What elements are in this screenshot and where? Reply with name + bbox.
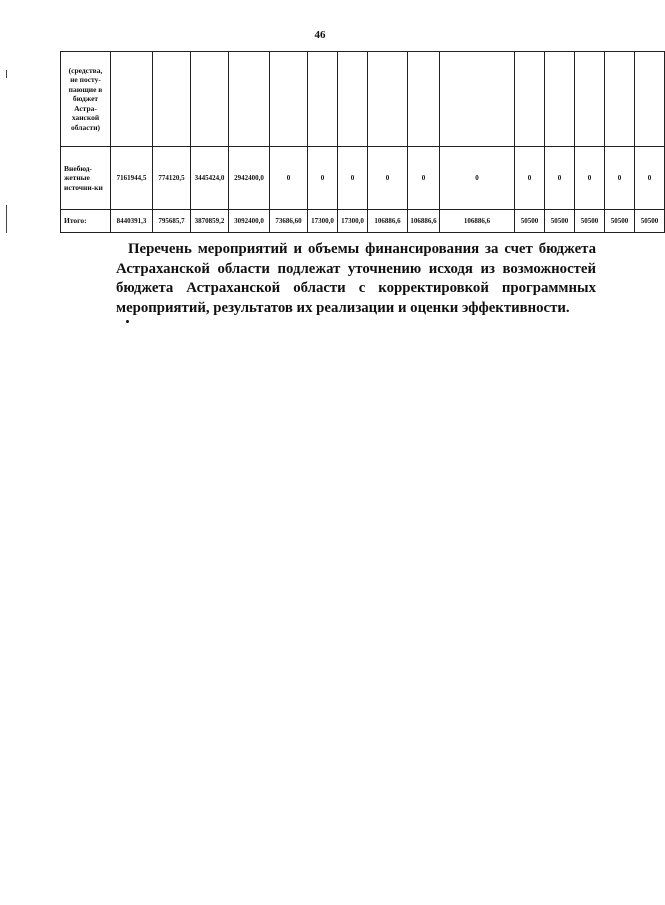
table-cell: 3092400,0 [229, 210, 270, 233]
stray-dot [126, 320, 129, 323]
table-row [61, 147, 665, 210]
margin-mark-top [6, 70, 7, 78]
row-label: (средства, не посту-пающие в бюджет Астра-ханской области) [61, 52, 111, 147]
table-cell: 795685,7 [153, 210, 191, 233]
table-cell: 7161944,5 [111, 147, 153, 210]
table-cell: 0 [605, 147, 635, 210]
table-cell: 0 [575, 147, 605, 210]
table-cell [153, 52, 191, 147]
table-cell: 50500 [575, 210, 605, 233]
table-cell: 17300,0 [338, 210, 368, 233]
table-cell: 3445424,0 [191, 147, 229, 210]
table-cell [191, 52, 229, 147]
table-cell: 0 [338, 147, 368, 210]
table-cell [408, 52, 440, 147]
table-cell: 73686,60 [270, 210, 308, 233]
table-cell: 0 [635, 147, 665, 210]
financing-table-wrapper [60, 51, 659, 226]
table-cell [515, 52, 545, 147]
table-cell: 106886,6 [440, 210, 515, 233]
table-cell [635, 52, 665, 147]
table-cell: 0 [308, 147, 338, 210]
table-cell [575, 52, 605, 147]
table-cell [338, 52, 368, 147]
table-cell: 774120,5 [153, 147, 191, 210]
table-cell [229, 52, 270, 147]
table-cell: 0 [545, 147, 575, 210]
table-cell [111, 52, 153, 147]
table-cell: 0 [515, 147, 545, 210]
row-label: Итого: [61, 210, 111, 233]
table-cell [605, 52, 635, 147]
margin-mark-bottom [6, 205, 7, 233]
table-cell [440, 52, 515, 147]
table-cell: 17300,0 [308, 210, 338, 233]
table-cell: 50500 [605, 210, 635, 233]
table-row [61, 210, 665, 233]
table-row [61, 52, 665, 147]
table-cell: 3870859,2 [191, 210, 229, 233]
table-cell [368, 52, 408, 147]
table-cell: 0 [408, 147, 440, 210]
table-cell [545, 52, 575, 147]
table-cell: 8440391,3 [111, 210, 153, 233]
table-cell: 0 [270, 147, 308, 210]
table-cell: 0 [440, 147, 515, 210]
table-cell: 106886,6 [368, 210, 408, 233]
funding-note-paragraph: Перечень мероприятий и объемы финансирования за счет бюджета Астраханской области подлежат уточнению исходя из возможностей бюджета Астраханской области с корректировкой программных мероприятий, результатов их реализации и оценки эффективности. [116, 241, 596, 316]
table-cell: 50500 [515, 210, 545, 233]
financing-table [60, 51, 665, 233]
table-cell [308, 52, 338, 147]
row-label: Внебюд-жетные источни-ки [61, 147, 111, 210]
table-cell: 50500 [545, 210, 575, 233]
table-cell: 2942400,0 [229, 147, 270, 210]
page-number: 46 [314, 29, 326, 41]
table-cell: 106886,6 [408, 210, 440, 233]
table-cell: 0 [368, 147, 408, 210]
table-cell [270, 52, 308, 147]
table-cell: 50500 [635, 210, 665, 233]
